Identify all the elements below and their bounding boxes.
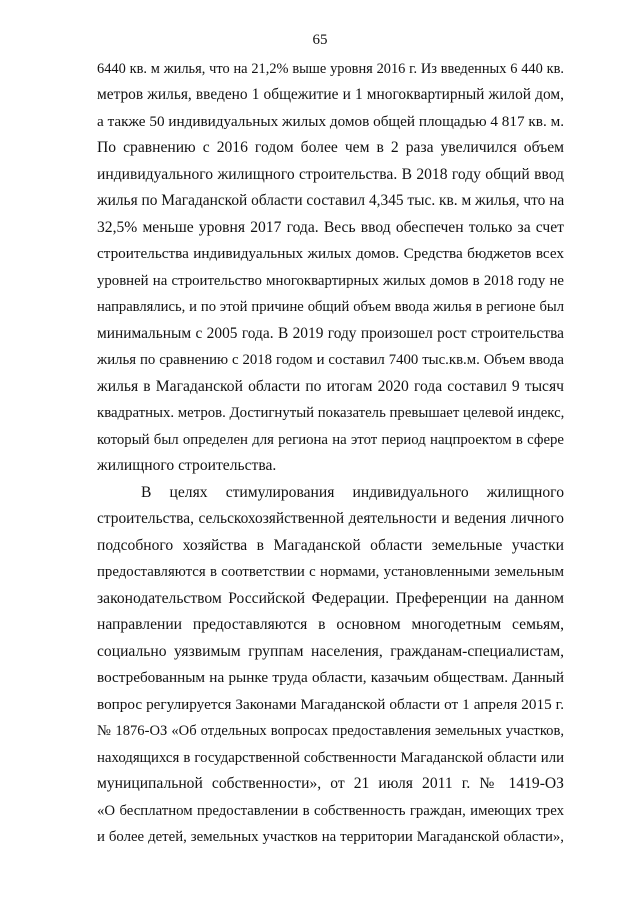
text-line: строительства индивидуальных жилых домов. Средства бюджетов всех: [97, 245, 564, 262]
text-line: 6440 кв. м жилья, что на 21,2% выше уровня 2016 г. Из введенных 6 440 кв.: [97, 61, 564, 77]
text-line: вопрос регулируется Законами Магаданской области от 1 апреля 2015 г.: [97, 696, 564, 713]
text-line: метров жилья, введено 1 общежитие и 1 многоквартирный жилой дом,: [97, 86, 564, 103]
text-line: направлялись, и по этой причине общий объем ввода жилья в регионе был: [97, 299, 564, 315]
text-line: 32,5% меньше уровня 2017 года. Весь ввод обеспечен только за счет: [97, 219, 564, 236]
text-line: жилищного строительства.: [97, 457, 277, 474]
text-line: строительства, сельскохозяйственной деятельности и ведения личного: [97, 510, 564, 527]
text-line: социально уязвимым группам населения, гражданам-специалистам,: [97, 643, 564, 660]
text-line: законодательством Российской Федерации. Преференции на данном: [97, 590, 564, 607]
text-line: По сравнению с 2016 годом более чем в 2 раза увеличился объем: [97, 139, 564, 156]
text-line: муниципальной собственности», от 21 июля 2011 г. № 1419-ОЗ: [97, 775, 564, 792]
text-line: который был определен для региона на этот период нацпроектом в сфере: [97, 432, 564, 448]
text-line: В целях стимулирования индивидуального жилищного: [141, 484, 564, 501]
text-line: уровней на строительство многоквартирных жилых домов в 2018 году не: [97, 273, 564, 289]
text-line: направлении предоставляются в основном многодетным семьям,: [97, 616, 564, 633]
text-line: подсобного хозяйства в Магаданской области земельные участки: [97, 537, 564, 554]
text-line: предоставляются в соответствии с нормами, установленными земельным: [97, 564, 564, 580]
text-line: минимальным с 2005 года. В 2019 году произошел рост строительства: [97, 325, 564, 342]
text-line: и более детей, земельных участков на территории Магаданской области»,: [97, 829, 564, 845]
text-line: квадратных. метров. Достигнутый показатель превышает целевой индекс,: [97, 405, 565, 421]
text-line: жилья по Магаданской области составил 4,345 тыс. кв. м жилья, что на: [97, 192, 565, 209]
text-line: находящихся в государственной собственности Магаданской области или: [97, 750, 564, 766]
text-line: а также 50 индивидуальных жилых домов общей площадью 4 817 кв. м.: [97, 113, 564, 130]
page-number: 65: [312, 32, 328, 48]
text-line: востребованным на рынке труда области, казачьим обществам. Данный: [97, 669, 564, 686]
text-line: № 1876-ОЗ «Об отдельных вопросах предоставления земельных участков,: [97, 723, 564, 739]
text-line: жилья в Магаданской области по итогам 2020 года составил 9 тысяч: [97, 378, 564, 395]
text-line: индивидуального жилищного строительства. В 2018 году общий ввод: [97, 166, 564, 183]
text-line: жилья по сравнению с 2018 годом и составил 7400 тыс.кв.м. Объем ввода: [97, 352, 564, 368]
text-line: «О бесплатном предоставлении в собственность граждан, имеющих трех: [97, 803, 564, 819]
